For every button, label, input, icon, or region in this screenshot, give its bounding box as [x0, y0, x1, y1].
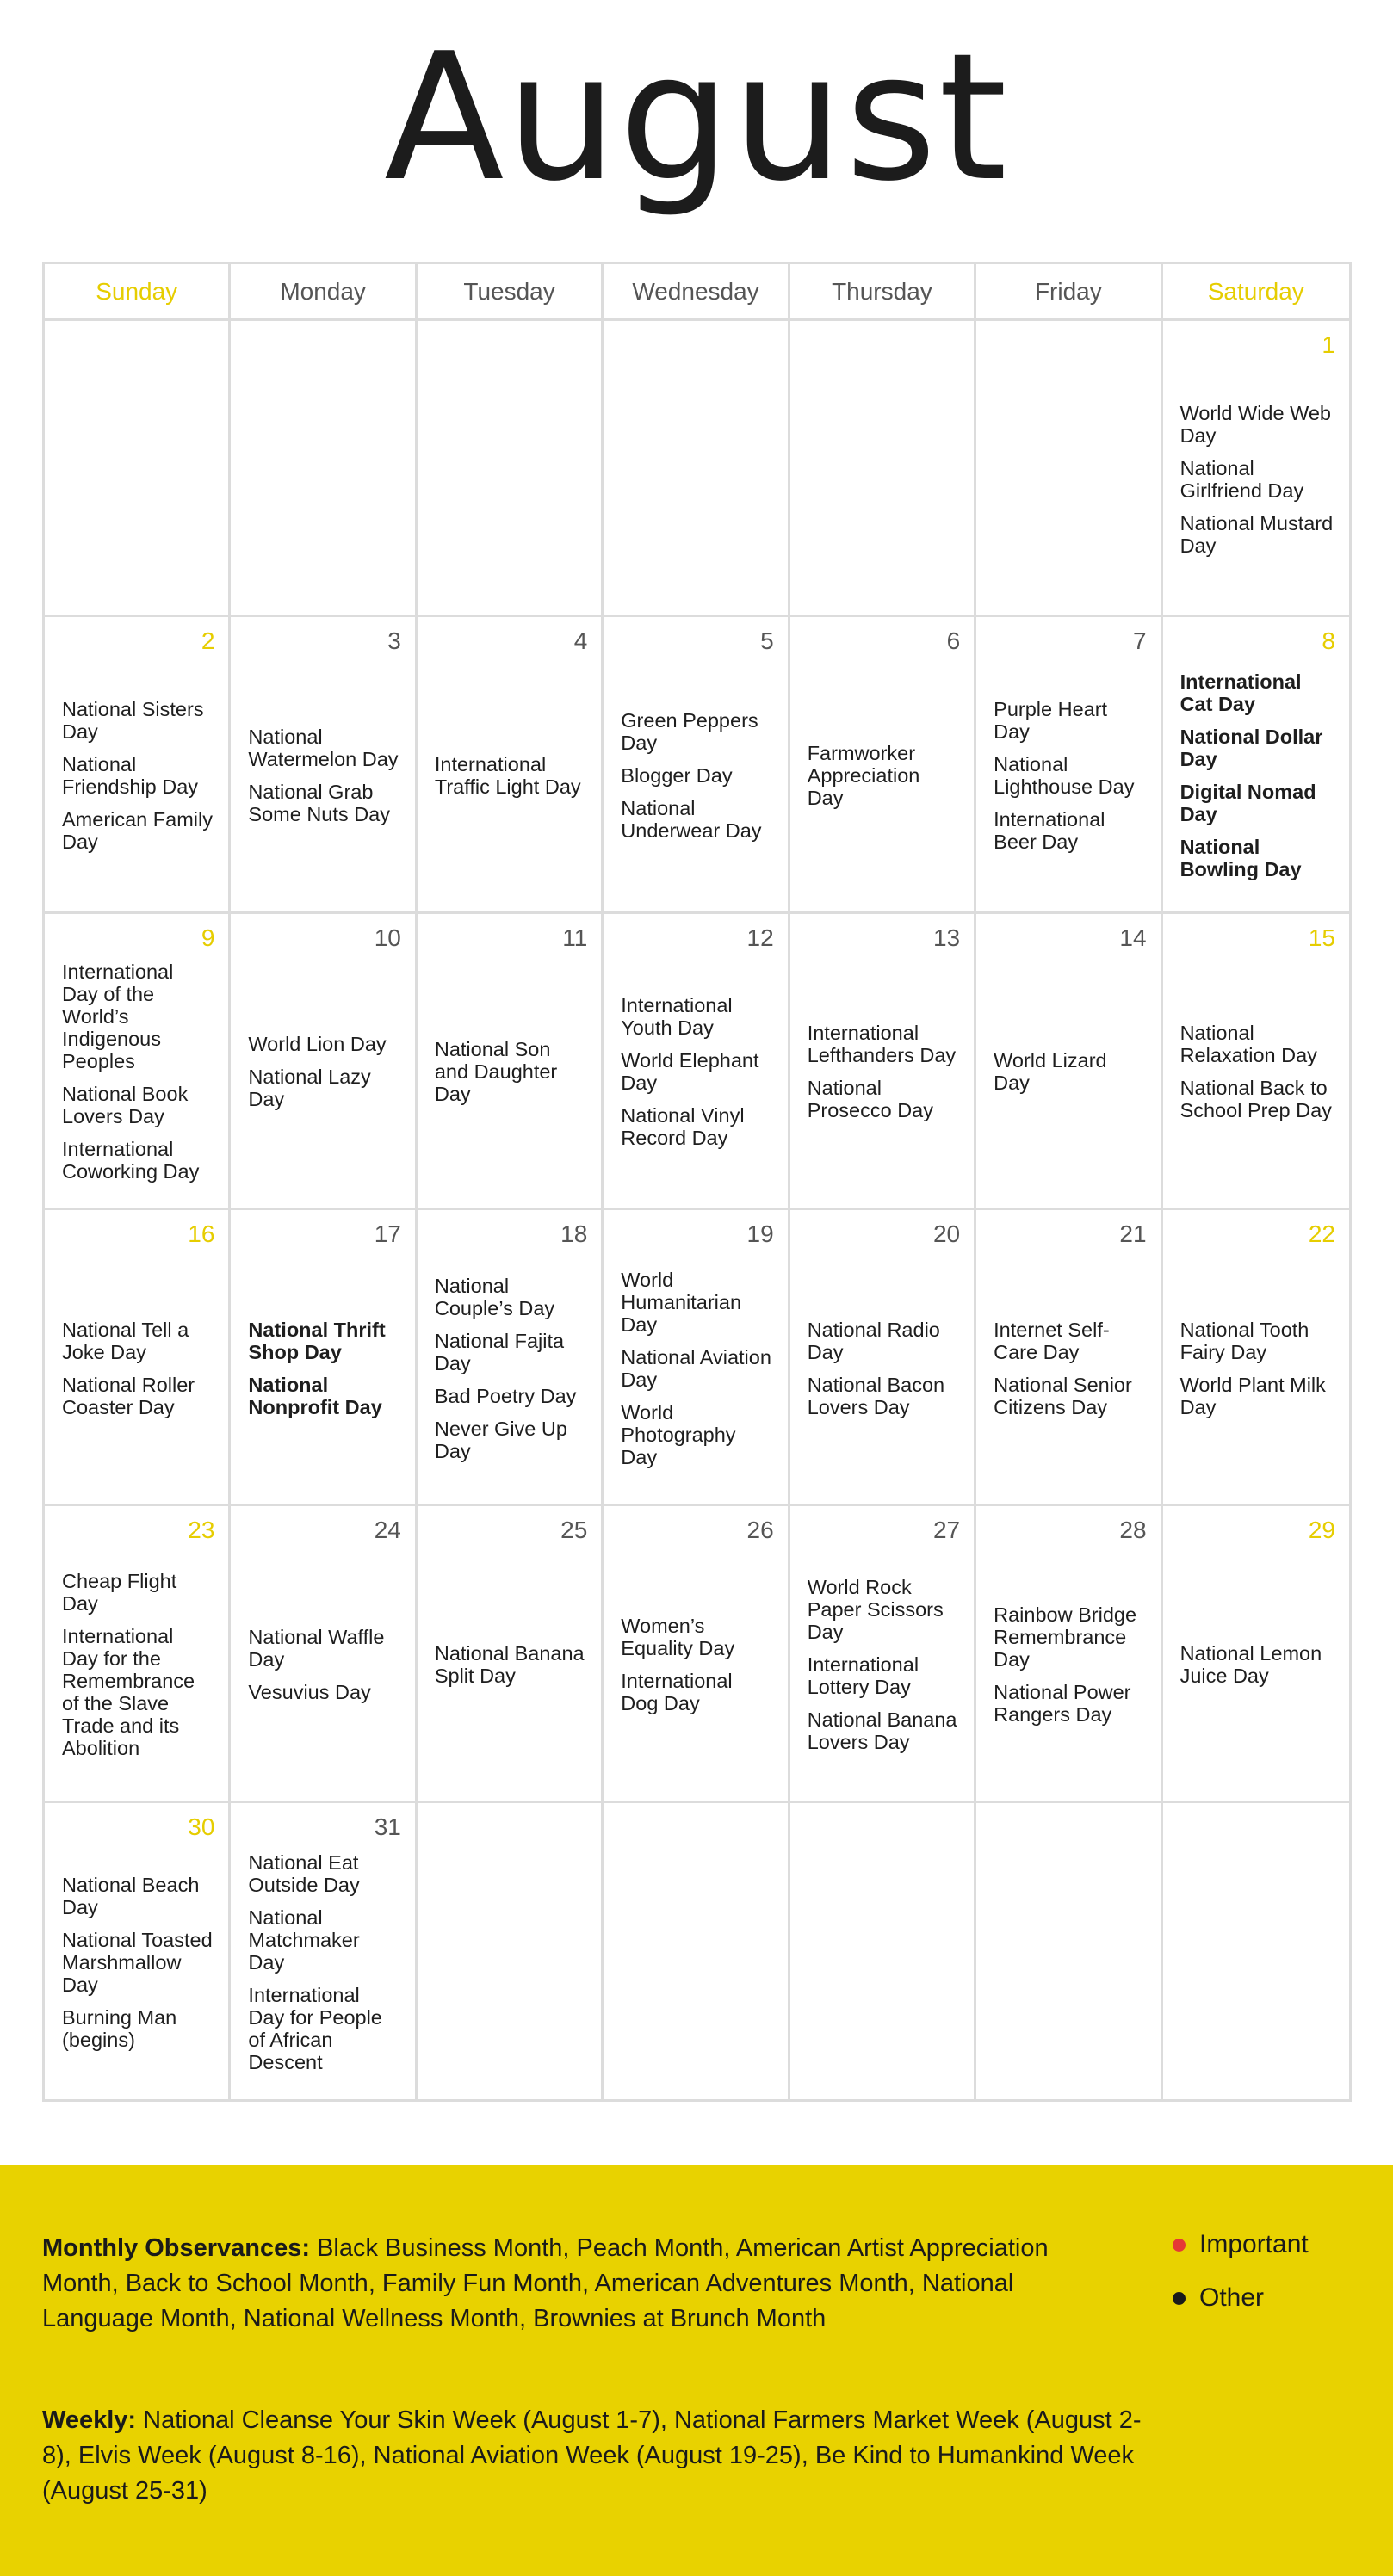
observance-entry: International Day for People of African Descent [248, 1983, 382, 2073]
observance-entry: International Youth Day [621, 994, 733, 1040]
observance-entry: Internet Self-Care Day [994, 1318, 1110, 1363]
empty-day-cell [418, 321, 604, 617]
observance-entry: Burning Man (begins) [62, 2005, 177, 2051]
observance-entry: Digital Nomad Day [1179, 780, 1316, 825]
day-cell-5 [604, 617, 789, 913]
observance-entry: National Lazy Day [248, 1066, 371, 1111]
day-cell-9 [45, 914, 231, 1210]
observance-entry: National Banana Split Day [434, 1641, 585, 1687]
monthly-observances-text: Black Business Month, Peach Month, American Artist Appreciation Month, Back to School Month, Family Fun Month, American Adventures Month, National Language Month, National Wellness Month, Brownies at Brunch Month [42, 2234, 1049, 2332]
observance-entry: International Cat Day [1179, 670, 1302, 715]
observance-entry: National Sisters Day [62, 697, 204, 743]
month-title: August [384, 16, 1009, 220]
day-number: 8 [1322, 627, 1335, 655]
legend-dot-icon [1173, 2239, 1186, 2252]
day-number: 31 [374, 1813, 401, 1840]
empty-day-cell [790, 321, 976, 617]
day-cell-17 [231, 1210, 417, 1506]
calendar-grid [42, 262, 1352, 2102]
day-number: 5 [760, 627, 774, 655]
observance-entry: International Dog Day [621, 1669, 733, 1714]
legend-item-important [1173, 2227, 1362, 2262]
empty-day-cell [418, 1803, 604, 2099]
weekday-header-friday: Friday [976, 264, 1162, 321]
observance-entry: National Girlfriend Day [1179, 456, 1304, 502]
observance-entry: National Fajita Day [434, 1329, 565, 1374]
day-number: 14 [1119, 924, 1147, 951]
observance-entry: National Power Rangers Day [994, 1680, 1131, 1726]
weekday-header-monday: Monday [231, 264, 417, 321]
observance-entry: National Banana Lovers Day [807, 1708, 957, 1753]
day-number: 17 [374, 1220, 401, 1247]
observance-entry: International Day for the Remembrance of the Slave Trade and its Abolition [62, 1624, 195, 1759]
day-cell-13 [790, 914, 976, 1210]
day-cell-27 [790, 1506, 976, 1802]
day-cell-23 [45, 1506, 231, 1802]
observance-entry: National Grab Some Nuts Day [248, 780, 390, 825]
observance-entry: World Lion Day [248, 1033, 387, 1056]
observance-entry: National Bacon Lovers Day [807, 1373, 945, 1418]
day-number: 19 [746, 1220, 774, 1247]
weekly-observances-text: National Cleanse Your Skin Week (August 1-7), National Farmers Market Week (August 2-8), Elvis Week (August 8-16), National Aviation Week (August 19-25), Be Kind to Humankind Week (August 25-31) [42, 2406, 1142, 2505]
day-number: 7 [1132, 627, 1147, 655]
day-cell-2 [45, 617, 231, 913]
observance-entry: National Toasted Marshmallow Day [62, 1928, 213, 1996]
day-cell-15 [1163, 914, 1349, 1210]
observance-entry: National Matchmaker Day [248, 1906, 360, 1974]
empty-day-cell [45, 321, 231, 617]
legend-label: Other [1199, 2283, 1265, 2312]
legend-dot-icon [1173, 2292, 1186, 2305]
observance-entry: World Elephant Day [621, 1049, 759, 1095]
day-cell-28 [976, 1506, 1162, 1802]
monthly-observances-label: Monthly Observances: [42, 2234, 311, 2262]
observance-entry: National Aviation Day [621, 1345, 771, 1391]
observance-entry: World Wide Web Day [1179, 401, 1331, 447]
day-cell-11 [418, 914, 604, 1210]
weekly-observances [42, 2403, 1144, 2509]
day-number: 4 [573, 627, 588, 655]
day-number: 16 [188, 1220, 215, 1247]
observance-entry: National Senior Citizens Day [994, 1373, 1132, 1418]
empty-day-cell [790, 1803, 976, 2099]
day-cell-20 [790, 1210, 976, 1506]
day-cell-26 [604, 1506, 789, 1802]
day-cell-12 [604, 914, 789, 1210]
day-cell-21 [976, 1210, 1162, 1506]
empty-day-cell [976, 321, 1162, 617]
observance-entry: National Nonprofit Day [248, 1373, 382, 1418]
observance-entry: International Traffic Light Day [434, 752, 581, 798]
day-cell-3 [231, 617, 417, 913]
day-number: 28 [1119, 1517, 1147, 1544]
observance-entry: National Prosecco Day [807, 1077, 933, 1122]
observance-entry: National Tell a Joke Day [62, 1318, 189, 1363]
observance-entry: National Eat Outside Day [248, 1850, 360, 1896]
weekday-header-sunday: Sunday [45, 264, 231, 321]
observance-entry: World Photography Day [621, 1400, 736, 1468]
empty-day-cell [976, 1803, 1162, 2099]
observance-entry: Cheap Flight Day [62, 1569, 177, 1615]
observance-entry: World Plant Milk Day [1179, 1373, 1326, 1418]
observance-entry: National Vinyl Record Day [621, 1104, 745, 1150]
observance-entry: National Tooth Fairy Day [1179, 1318, 1309, 1363]
observance-entry: National Bowling Day [1179, 835, 1302, 880]
observances-footer [0, 2165, 1393, 2576]
observance-entry: International Lottery Day [807, 1652, 919, 1698]
day-number: 25 [560, 1517, 588, 1544]
day-cell-18 [418, 1210, 604, 1506]
day-cell-31 [231, 1803, 417, 2099]
observance-entry: National Dollar Day [1179, 725, 1323, 770]
observance-entry: Green Peppers Day [621, 708, 758, 754]
weekday-header-wednesday: Wednesday [604, 264, 789, 321]
legend [1173, 2227, 1362, 2334]
observance-entry: Women’s Equality Day [621, 1614, 735, 1659]
weekday-header-tuesday: Tuesday [418, 264, 604, 321]
day-cell-19 [604, 1210, 789, 1506]
observance-entry: National Roller Coaster Day [62, 1373, 195, 1418]
day-number: 11 [562, 924, 588, 951]
observance-entry: International Coworking Day [62, 1138, 200, 1183]
day-cell-16 [45, 1210, 231, 1506]
observance-entry: World Lizard Day [994, 1049, 1107, 1095]
day-cell-10 [231, 914, 417, 1210]
monthly-observances [42, 2231, 1058, 2337]
day-number: 12 [746, 924, 774, 951]
day-cell-6 [790, 617, 976, 913]
day-cell-4 [418, 617, 604, 913]
day-cell-24 [231, 1506, 417, 1802]
weekly-observances-label: Weekly: [42, 2406, 137, 2434]
observance-entry: National Son and Daughter Day [434, 1038, 558, 1106]
observance-entry: National Thrift Shop Day [248, 1318, 386, 1363]
weekday-header-saturday: Saturday [1163, 264, 1349, 321]
day-number: 10 [374, 924, 401, 951]
observance-entry: National Couple’s Day [434, 1274, 555, 1319]
day-number: 18 [560, 1220, 588, 1247]
day-cell-25 [418, 1506, 604, 1802]
day-cell-22 [1163, 1210, 1349, 1506]
day-cell-29 [1163, 1506, 1349, 1802]
empty-day-cell [604, 1803, 789, 2099]
observance-entry: World Humanitarian Day [621, 1268, 742, 1336]
observance-entry: National Radio Day [807, 1318, 940, 1363]
day-number: 29 [1308, 1517, 1335, 1544]
observance-entry: National Underwear Day [621, 796, 762, 842]
observance-entry: American Family Day [62, 807, 213, 853]
empty-day-cell [1163, 1803, 1349, 2099]
observance-entry: Purple Heart Day [994, 697, 1108, 743]
empty-day-cell [231, 321, 417, 617]
observance-entry: National Friendship Day [62, 752, 199, 798]
observance-entry: National Beach Day [62, 1873, 200, 1918]
day-number: 24 [374, 1517, 401, 1544]
observance-entry: Bad Poetry Day [434, 1384, 577, 1407]
day-number: 22 [1308, 1220, 1335, 1247]
legend-item-other [1173, 2281, 1362, 2315]
observance-entry: National Watermelon Day [248, 725, 399, 770]
day-number: 2 [201, 627, 215, 655]
observance-entry: International Day of the World’s Indigenous Peoples [62, 961, 174, 1073]
day-cell-8 [1163, 617, 1349, 913]
day-number: 1 [1322, 331, 1335, 358]
observance-entry: Never Give Up Day [434, 1417, 567, 1462]
day-cell-14 [976, 914, 1162, 1210]
observance-entry: Vesuvius Day [248, 1680, 371, 1703]
observance-entry: National Waffle Day [248, 1625, 385, 1671]
day-cell-7 [976, 617, 1162, 913]
day-number: 23 [188, 1517, 215, 1544]
observance-entry: Blogger Day [621, 763, 733, 787]
observance-entry: Rainbow Bridge Remembrance Day [994, 1603, 1137, 1671]
observance-entry: National Mustard Day [1179, 511, 1334, 557]
legend-label: Important [1199, 2230, 1309, 2258]
day-number: 20 [932, 1220, 961, 1247]
day-number: 13 [932, 924, 961, 951]
observance-entry: International Beer Day [994, 807, 1105, 853]
observance-entry: National Lighthouse Day [994, 752, 1135, 798]
observance-entry: National Relaxation Day [1179, 1022, 1317, 1067]
observance-entry: National Back to School Prep Day [1179, 1077, 1332, 1122]
day-number: 6 [946, 627, 961, 655]
day-number: 26 [746, 1517, 774, 1544]
day-number: 9 [201, 924, 215, 951]
day-number: 21 [1119, 1220, 1147, 1247]
observance-entry: Farmworker Appreciation Day [807, 741, 920, 809]
day-cell-1 [1163, 321, 1349, 617]
day-cell-30 [45, 1803, 231, 2099]
empty-day-cell [604, 321, 789, 617]
observance-entry: World Rock Paper Scissors Day [807, 1575, 944, 1643]
observance-entry: National Lemon Juice Day [1179, 1641, 1322, 1687]
observance-entry: National Book Lovers Day [62, 1083, 189, 1128]
day-number: 3 [387, 627, 401, 655]
day-number: 27 [932, 1517, 961, 1544]
observance-entry: International Lefthanders Day [807, 1022, 957, 1067]
weekday-header-thursday: Thursday [790, 264, 976, 321]
day-number: 30 [188, 1813, 215, 1840]
day-number: 15 [1308, 924, 1335, 951]
